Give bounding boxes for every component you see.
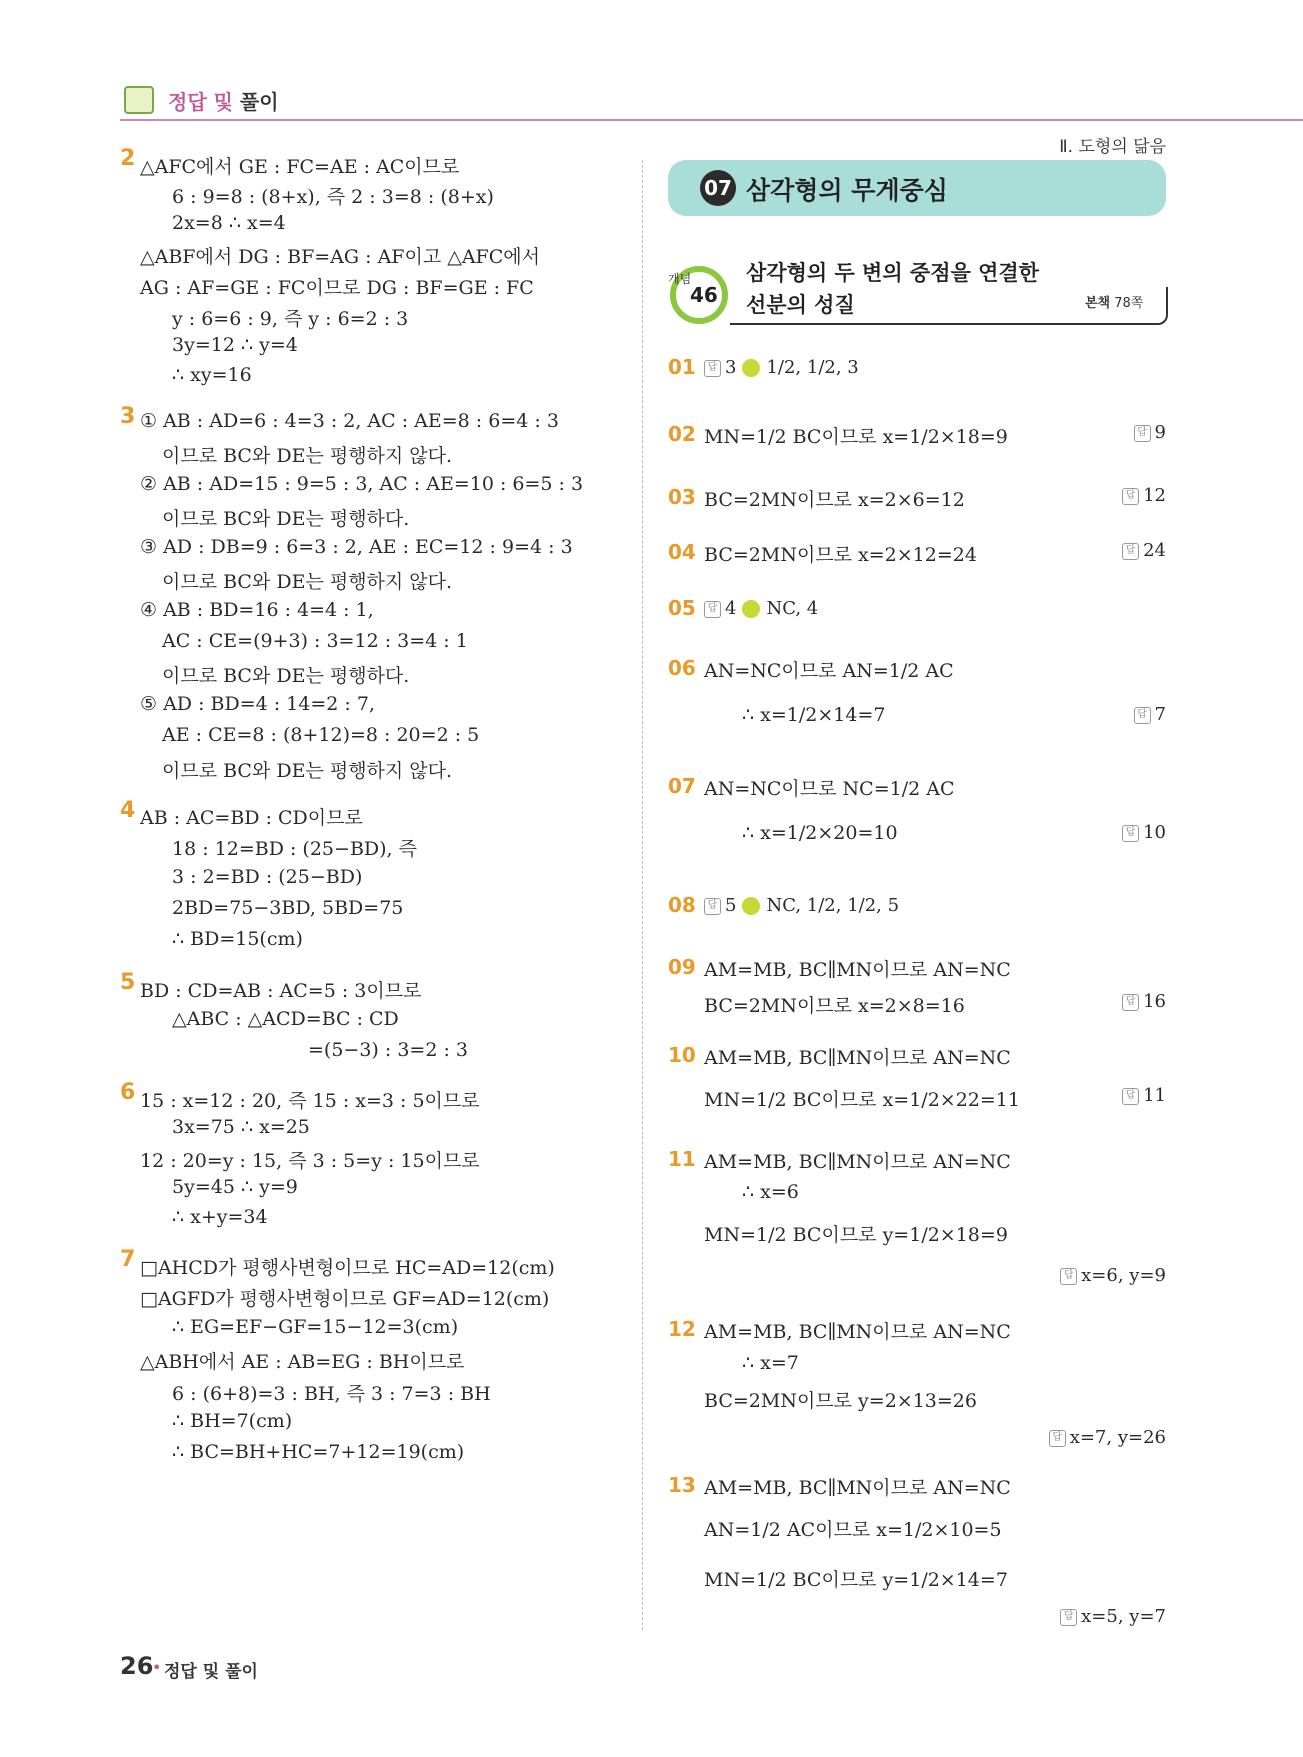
solution-line: AM=MB, BC∥MN이므로 AN=NC xyxy=(704,1477,1011,1499)
problem-number: 02 xyxy=(668,422,696,446)
solution-line: 6 : (6+8)=3 : BH, 즉 3 : 7=3 : BH xyxy=(172,1383,491,1405)
solution-line: 3x=75 ∴ x=25 xyxy=(172,1116,310,1138)
answer-icon: 답 xyxy=(1060,1609,1077,1626)
section-reference: Ⅱ. 도형의 닮음 xyxy=(1059,137,1166,157)
solution-line: BC=2MN이므로 x=2×6=12 xyxy=(704,489,965,511)
solution-line: □AHCD가 평행사변형이므로 HC=AD=12(cm) xyxy=(140,1257,555,1279)
solution-line: ∴ EG=EF−GF=15−12=3(cm) xyxy=(172,1316,459,1338)
answer-icon: 답 xyxy=(1122,488,1139,505)
column-divider xyxy=(642,160,643,1630)
problem-number: 7 xyxy=(120,1247,136,1272)
problem-number: 12 xyxy=(668,1317,696,1341)
problem-number: 08 xyxy=(668,893,696,917)
solution-line: △AFC에서 GE : FC=AE : AC이므로 xyxy=(140,156,460,178)
solution-line: □AGFD가 평행사변형이므로 GF=AD=12(cm) xyxy=(140,1288,550,1310)
problem-number: 09 xyxy=(668,955,696,979)
answer-icon: 답 xyxy=(704,360,721,377)
solution-line: MN=1/2 BC이므로 y=1/2×18=9 xyxy=(704,1224,1008,1246)
solution-line: 이므로 BC와 DE는 평행하지 않다. xyxy=(162,445,453,467)
problem-number: 10 xyxy=(668,1043,696,1067)
answer-icon: 답 xyxy=(1060,1268,1077,1285)
answer-final xyxy=(1122,822,1166,843)
solution-line: 2x=8 ∴ x=4 xyxy=(172,212,286,234)
solution-line: AM=MB, BC∥MN이므로 AN=NC xyxy=(704,1151,1011,1173)
solution-line: ① AB : AD=6 : 4=3 : 2, AC : AE=8 : 6=4 : 3 xyxy=(140,410,559,432)
check-icon xyxy=(742,897,760,915)
problem-number: 06 xyxy=(668,656,696,680)
solution-line: 3y=12 ∴ y=4 xyxy=(172,334,298,356)
problem-number: 11 xyxy=(668,1147,696,1171)
answer-icon: 답 xyxy=(1049,1430,1066,1447)
solution-line: ∴ x=7 xyxy=(742,1352,799,1374)
answer-final xyxy=(1134,422,1166,443)
mug-icon xyxy=(124,86,154,114)
answer-final xyxy=(1060,1606,1166,1627)
concept-page-ref: 본책 78쪽 xyxy=(1085,296,1144,311)
problem-number: 4 xyxy=(120,798,136,823)
solution-line: ∴ x+y=34 xyxy=(172,1206,268,1228)
answer-final xyxy=(1134,704,1166,725)
answer-value: x=7, y=26 xyxy=(1069,1427,1166,1448)
solution-line: ⑤ AD : BD=4 : 14=2 : 7, xyxy=(140,693,375,715)
solution-line: MN=1/2 BC이므로 x=1/2×18=9 xyxy=(704,426,1008,448)
solution-line: 3 : 2=BD : (25−BD) xyxy=(172,866,363,888)
answer-value: 9 xyxy=(1154,422,1166,443)
answer-value: 5 xyxy=(725,895,737,916)
solution-line: 이므로 BC와 DE는 평행하다. xyxy=(162,508,410,530)
concept-title: 삼각형의 두 변의 중점을 연결한 선분의 성질 xyxy=(746,261,1039,317)
answer-inline xyxy=(704,598,818,619)
answer-value: 4 xyxy=(725,598,737,619)
solution-line: AE : CE=8 : (8+12)=8 : 20=2 : 5 xyxy=(162,724,480,746)
solution-line: △ABF에서 DG : BF=AG : AF이고 △AFC에서 xyxy=(140,246,540,268)
solution-line: =(5−3) : 3=2 : 3 xyxy=(308,1039,468,1061)
answer-value: x=5, y=7 xyxy=(1081,1606,1166,1627)
solution-line: 이므로 BC와 DE는 평행하지 않다. xyxy=(162,571,453,593)
answer-icon: 답 xyxy=(1122,543,1139,560)
answer-icon: 답 xyxy=(704,898,721,915)
answer-value: x=6, y=9 xyxy=(1081,1265,1166,1286)
problem-number: 07 xyxy=(668,774,696,798)
fill-in-answer: NC, 4 xyxy=(766,598,819,619)
solution-line: ∴ x=6 xyxy=(742,1181,799,1203)
answer-icon: 답 xyxy=(704,601,721,618)
solution-line: △ABH에서 AE : AB=EG : BH이므로 xyxy=(140,1351,465,1373)
check-icon xyxy=(742,600,760,618)
footer-dot: • xyxy=(152,1658,162,1677)
solution-line: BC=2MN이므로 x=2×12=24 xyxy=(704,544,977,566)
solution-line: AM=MB, BC∥MN이므로 AN=NC xyxy=(704,1321,1011,1343)
problem-number: 5 xyxy=(120,970,136,995)
solution-line: BC=2MN이므로 y=2×13=26 xyxy=(704,1390,977,1412)
concept-label: 개념 xyxy=(668,272,692,286)
solution-line: MN=1/2 BC이므로 x=1/2×22=11 xyxy=(704,1089,1020,1111)
problem-number: 05 xyxy=(668,596,696,620)
problem-number: 13 xyxy=(668,1473,696,1497)
problem-number: 2 xyxy=(120,146,136,171)
solution-line: AN=1/2 AC이므로 x=1/2×10=5 xyxy=(704,1519,1002,1541)
solution-line: 12 : 20=y : 15, 즉 3 : 5=y : 15이므로 xyxy=(140,1150,480,1172)
solution-line: 18 : 12=BD : (25−BD), 즉 xyxy=(172,838,417,860)
solution-line: AC : CE=(9+3) : 3=12 : 3=4 : 1 xyxy=(162,630,468,652)
problem-number: 6 xyxy=(120,1080,136,1105)
solution-line: BD : CD=AB : AC=5 : 3이므로 xyxy=(140,980,422,1002)
answer-value: 24 xyxy=(1143,540,1166,561)
solution-line: MN=1/2 BC이므로 y=1/2×14=7 xyxy=(704,1569,1008,1591)
answer-icon: 답 xyxy=(1134,707,1151,724)
solution-line: AB : AC=BD : CD이므로 xyxy=(140,807,363,829)
answer-final xyxy=(1049,1427,1166,1448)
answer-inline xyxy=(704,895,899,916)
header-rule xyxy=(120,119,1303,121)
answer-final xyxy=(1122,540,1166,561)
solution-line: ∴ x=1/2×20=10 xyxy=(742,822,898,844)
chapter-number: 07 xyxy=(700,170,736,206)
solution-line: ∴ x=1/2×14=7 xyxy=(742,704,886,726)
solution-line: AG : AF=GE : FC이므로 DG : BF=GE : FC xyxy=(140,277,534,299)
answer-final xyxy=(1122,991,1166,1012)
concept-number: 46 xyxy=(690,283,718,307)
answer-value: 3 xyxy=(725,357,737,378)
answer-final xyxy=(1122,485,1166,506)
solution-line: ④ AB : BD=16 : 4=4 : 1, xyxy=(140,599,374,621)
answer-icon: 답 xyxy=(1134,425,1151,442)
answer-value: 16 xyxy=(1143,991,1166,1012)
answer-value: 12 xyxy=(1143,485,1166,506)
solution-line: AN=NC이므로 AN=1/2 AC xyxy=(704,660,954,682)
solution-line: 15 : x=12 : 20, 즉 15 : x=3 : 5이므로 xyxy=(140,1090,480,1112)
fill-in-answer: NC, 1/2, 1/2, 5 xyxy=(766,895,900,916)
solution-line: ∴ BD=15(cm) xyxy=(172,928,303,950)
solution-line: ③ AD : DB=9 : 6=3 : 2, AE : EC=12 : 9=4 : 3 xyxy=(140,536,573,558)
answer-icon: 답 xyxy=(1122,1088,1139,1105)
header-title: 정답 및 풀이 xyxy=(168,90,279,114)
solution-line: ∴ BH=7(cm) xyxy=(172,1410,293,1432)
solution-line: BC=2MN이므로 x=2×8=16 xyxy=(704,995,965,1017)
solution-line: ∴ BC=BH+HC=7+12=19(cm) xyxy=(172,1441,465,1463)
answer-icon: 답 xyxy=(1122,994,1139,1011)
problem-number: 04 xyxy=(668,540,696,564)
chapter-title: 삼각형의 무게중심 xyxy=(746,176,948,205)
solution-line: 5y=45 ∴ y=9 xyxy=(172,1176,298,1198)
solution-line: ∴ xy=16 xyxy=(172,364,252,386)
check-icon xyxy=(742,359,760,377)
answer-inline xyxy=(704,357,859,378)
answer-value: 7 xyxy=(1154,704,1166,725)
solution-line: 이므로 BC와 DE는 평행하지 않다. xyxy=(162,760,453,782)
answer-final xyxy=(1122,1085,1166,1106)
solution-line: AM=MB, BC∥MN이므로 AN=NC xyxy=(704,959,1011,981)
answer-icon: 답 xyxy=(1122,825,1139,842)
answer-value: 11 xyxy=(1143,1085,1166,1106)
footer-title: 정답 및 풀이 xyxy=(164,1662,258,1682)
solution-line: 2BD=75−3BD, 5BD=75 xyxy=(172,897,404,919)
problem-number: 3 xyxy=(120,404,136,429)
solution-line: △ABC : △ACD=BC : CD xyxy=(172,1008,399,1030)
page-number: 26 xyxy=(120,1652,154,1680)
solution-line: ② AB : AD=15 : 9=5 : 3, AC : AE=10 : 6=5 : 3 xyxy=(140,473,584,495)
solution-line: y : 6=6 : 9, 즉 y : 6=2 : 3 xyxy=(172,308,409,330)
solution-line: 이므로 BC와 DE는 평행하다. xyxy=(162,665,410,687)
solution-line: AM=MB, BC∥MN이므로 AN=NC xyxy=(704,1047,1011,1069)
problem-number: 01 xyxy=(668,355,696,379)
solution-line: AN=NC이므로 NC=1/2 AC xyxy=(704,778,955,800)
answer-value: 10 xyxy=(1143,822,1166,843)
fill-in-answer: 1/2, 1/2, 3 xyxy=(766,357,859,378)
solution-line: 6 : 9=8 : (8+x), 즉 2 : 3=8 : (8+x) xyxy=(172,186,494,208)
answer-final xyxy=(1060,1265,1166,1286)
problem-number: 03 xyxy=(668,485,696,509)
